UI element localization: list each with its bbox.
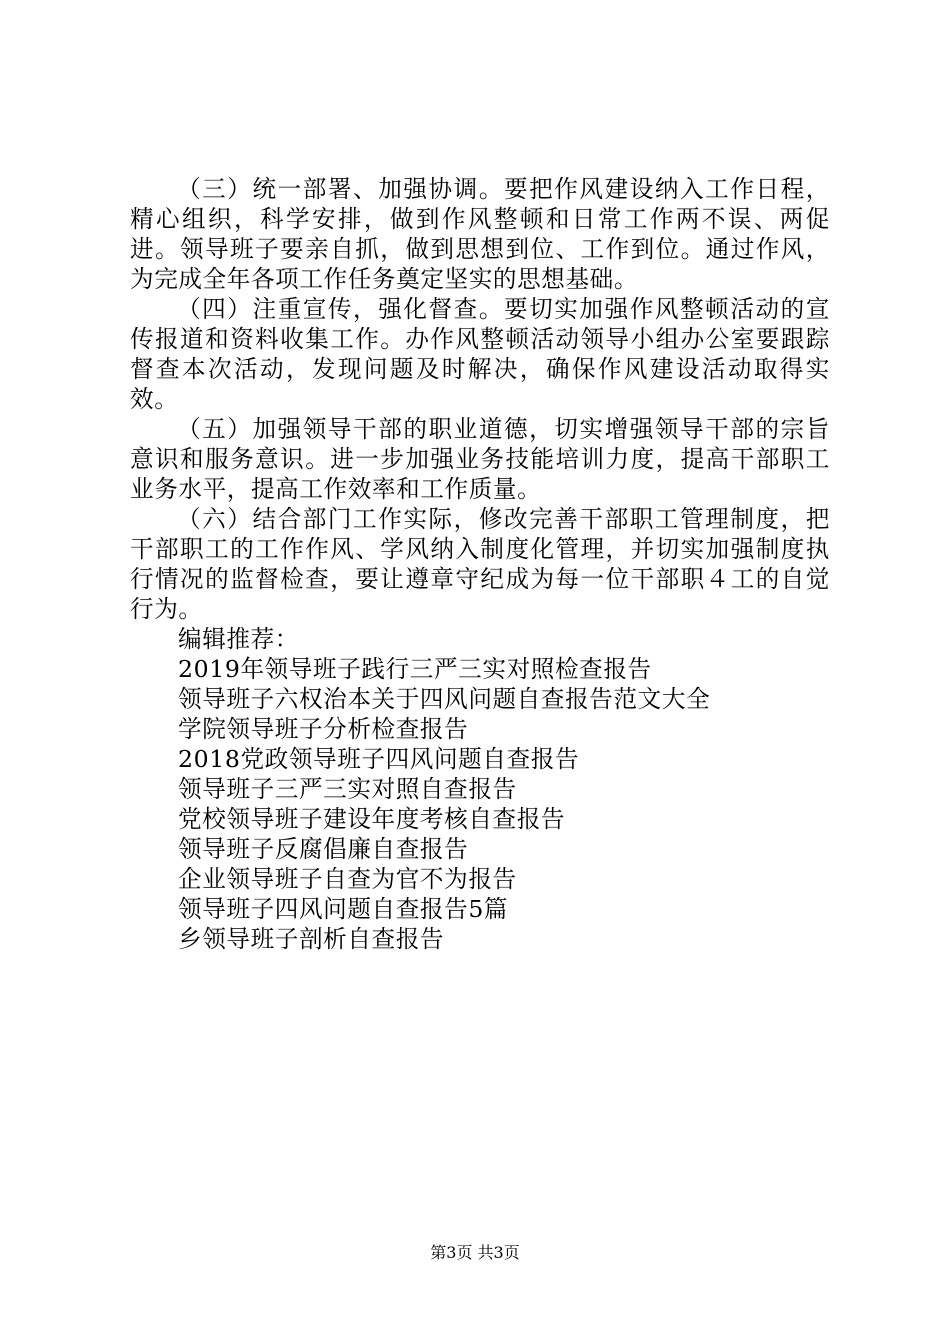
paragraph-4: （四）注重宣传，强化督查。要切实加强作风整顿活动的宣传报道和资料收集工作。办作风整顿活动领导小组办公室要跟踪督查本次活动，发现问题及时解决，确保作风建设活动取得实效。 [130, 295, 830, 413]
recommend-item[interactable]: 领导班子六权治本关于四风问题自查报告范文大全 [178, 685, 711, 713]
recommend-heading: 编辑推荐： [178, 625, 299, 653]
recommend-item[interactable]: 领导班子反腐倡廉自查报告 [178, 835, 469, 863]
paragraph-6: （六）结合部门工作实际，修改完善干部职工管理制度，把干部职工的工作作风、学风纳入制度化管理，并切实加强制度执行情况的监督检查，要让遵章守纪成为每一位干部职４工的自觉行为。 [130, 505, 830, 623]
paragraph-5: （五）加强领导干部的职业道德，切实增强领导干部的宗旨意识和服务意识。进一步加强业务技能培训力度，提高干部职工业务水平，提高工作效率和工作质量。 [130, 415, 830, 503]
recommend-item[interactable]: 学院领导班子分析检查报告 [178, 715, 469, 743]
page-footer: 第3页 共3页 [430, 1243, 520, 1262]
recommend-item[interactable]: 领导班子三严三实对照自查报告 [178, 775, 517, 803]
recommend-item[interactable]: 领导班子四风问题自查报告5篇 [178, 895, 509, 923]
recommend-item[interactable]: 乡领导班子剖析自查报告 [178, 925, 445, 953]
recommend-item[interactable]: 党校领导班子建设年度考核自查报告 [178, 805, 566, 833]
recommend-item[interactable]: 企业领导班子自查为官不为报告 [178, 865, 517, 893]
paragraph-3: （三）统一部署、加强协调。要把作风建设纳入工作日程，精心组织，科学安排，做到作风整顿和日常工作两不误、两促进。领导班子要亲自抓，做到思想到位、工作到位。通过作风，为完成全年各项工作任务奠定坚实的思想基础。 [130, 175, 830, 293]
recommend-list [130, 624, 830, 954]
document-body [130, 174, 830, 954]
recommend-item[interactable]: 2019年领导班子践行三严三实对照检查报告 [178, 655, 652, 683]
recommend-item[interactable]: 2018党政领导班子四风问题自查报告 [178, 745, 580, 773]
